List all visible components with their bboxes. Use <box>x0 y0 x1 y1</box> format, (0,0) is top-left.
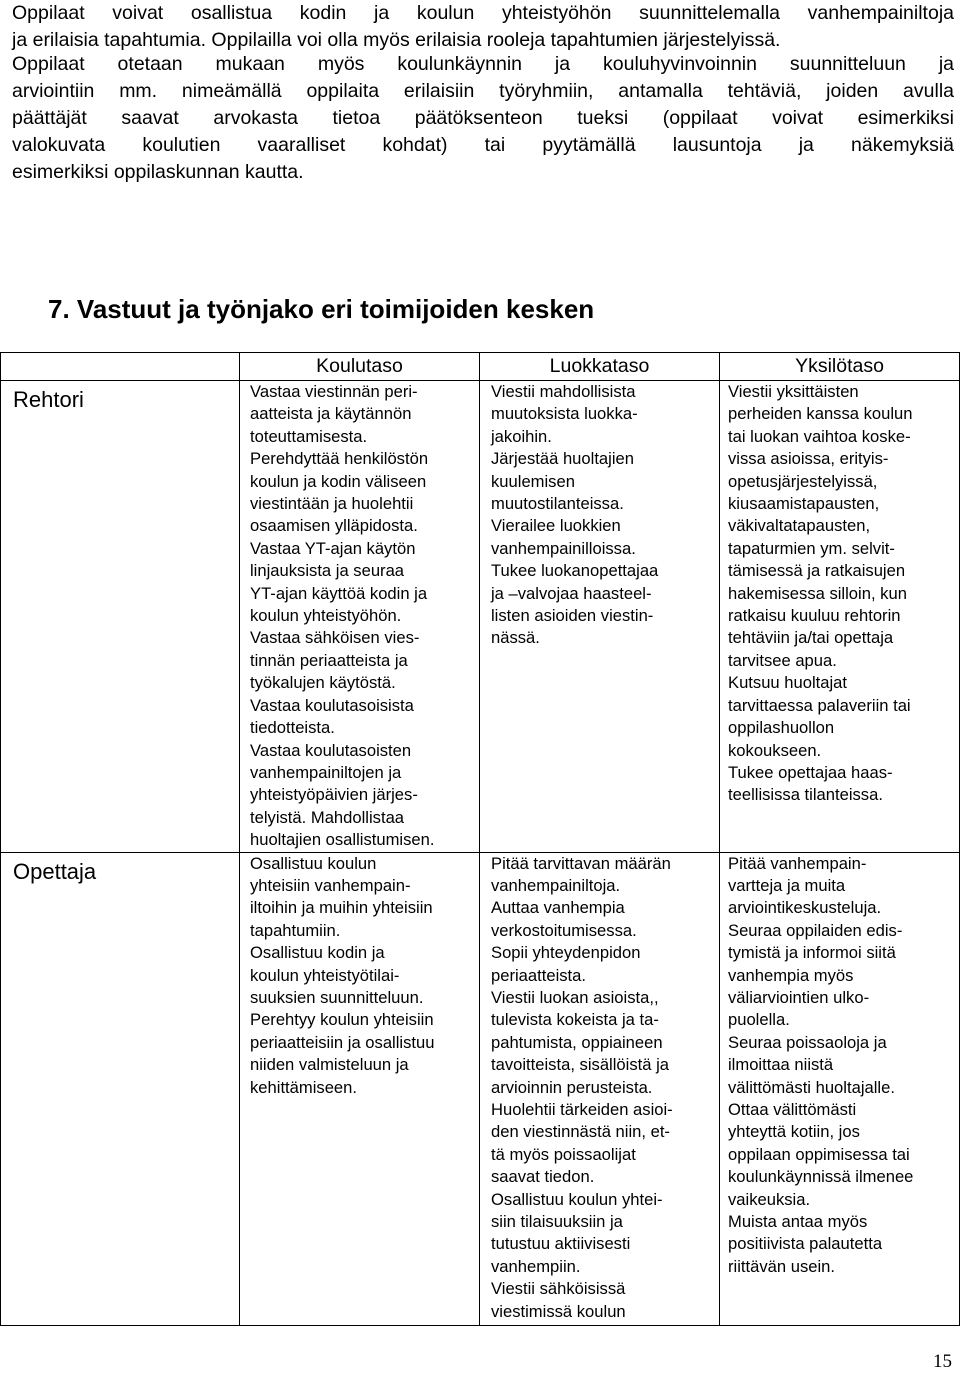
cell-opettaja-yksilotaso <box>720 852 960 1325</box>
cell-text-line: suuksien suunnitteluun. <box>250 987 424 1007</box>
cell-text-line: Järjestää huoltajien <box>491 449 634 469</box>
cell-text-line: tapaturmien ym. selvit- <box>728 538 895 558</box>
cell-text-line: arviointikeskusteluja. <box>728 898 882 918</box>
cell-text-line: ja –valvojaa haasteel- <box>491 583 652 603</box>
cell-text-line: yhteyttä kotiin, jos <box>728 1122 860 1142</box>
text-line: Oppilaat otetaan mukaan myös koulunkäynnin ja kouluhyvinvoinnin suunnitteluun ja <box>12 53 954 75</box>
cell-text-line: välittömästi huoltajalle. <box>728 1077 895 1097</box>
cell-text-line: Vastaa koulutasoisten <box>250 740 412 760</box>
cell-text-line: osaamisen ylläpidosta. <box>250 516 418 536</box>
cell-text-line: iltoihin ja muihin yhteisiin <box>250 898 433 918</box>
cell-text-line: kehittämiseen. <box>250 1077 357 1097</box>
cell-text-line: ratkaisu kuuluu rehtorin <box>728 606 901 626</box>
cell-text-line: ilmoittaa niistä <box>728 1055 834 1075</box>
table-row-rehtori <box>1 381 960 853</box>
cell-text-line: muutoksista luokka- <box>491 404 638 424</box>
cell-text-line: koulun ja kodin väliseen <box>250 471 427 491</box>
cell-text-line: tä myös poissaolijat <box>491 1144 636 1164</box>
header-koulutaso: Koulutaso <box>240 353 480 381</box>
cell-text-line: vanhempainiltojen ja <box>250 762 402 782</box>
cell-text-line: den viestinnästä niin, et- <box>491 1122 670 1142</box>
cell-text-line: jakoihin. <box>491 426 552 446</box>
cell-text-line: työkalujen käytöstä. <box>250 673 396 693</box>
responsibility-table <box>0 352 960 1326</box>
cell-text-line: Vastaa koulutasoisista <box>250 695 414 715</box>
cell-text-line: kokoukseen. <box>728 740 822 760</box>
text-line: valokuvata koulutien vaaralliset kohdat) tai pyytämällä lausuntoja ja näkemyksiä <box>12 134 954 156</box>
cell-text-line: Seuraa oppilaiden edis- <box>728 920 903 940</box>
table-header-row <box>1 353 960 381</box>
cell-text-line: YT-ajan käyttöä kodin ja <box>250 583 428 603</box>
header-yksilotaso: Yksilötaso <box>720 353 960 381</box>
cell-text-line: nässä. <box>491 628 540 648</box>
cell-text-line: pahtumista, oppiaineen <box>491 1032 663 1052</box>
cell-text-line: siin tilaisuuksiin ja <box>491 1212 623 1232</box>
header-luokkataso: Luokkataso <box>480 353 720 381</box>
cell-rehtori-koulutaso <box>240 381 480 853</box>
cell-text-line: Osallistuu koulun <box>250 853 377 873</box>
cell-text-line: Auttaa vanhempia <box>491 898 625 918</box>
cell-text-line: tymistä ja informoi siitä <box>728 943 896 963</box>
cell-text-line: opetusjärjestelyissä, <box>728 471 878 491</box>
cell-text-line: Viestii yksittäisten <box>728 382 859 401</box>
cell-text-line: niiden valmisteluun ja <box>250 1055 409 1075</box>
text-line: ja erilaisia tapahtumia. Oppilailla voi olla myös erilaisia rooleja tapahtumien järjestelyissä. <box>12 29 781 51</box>
cell-text-line: Vastaa sähköisen vies- <box>250 628 420 648</box>
cell-text-line: aatteista ja käytännön <box>250 404 412 424</box>
cell-text-line: muutostilanteissa. <box>491 494 624 514</box>
cell-text-line: periaatteista. <box>491 965 587 985</box>
cell-text-line: Pitää vanhempain- <box>728 853 867 873</box>
role-label-opettaja: Opettaja <box>1 852 240 1325</box>
cell-rehtori-luokkataso <box>480 381 720 853</box>
cell-text-line: tai luokan vaihtoa koske- <box>728 426 911 446</box>
cell-text-line: tarvitsee apua. <box>728 650 837 670</box>
cell-opettaja-luokkataso <box>480 852 720 1325</box>
cell-text-line: riittävän usein. <box>728 1256 835 1276</box>
cell-text-line: saavat tiedon. <box>491 1167 595 1187</box>
text-line: päättäjät saavat arvokasta tietoa päätöksenteon tueksi (oppilaat voivat esimerkiksi <box>12 107 954 129</box>
cell-text-line: tinnän periaatteista ja <box>250 650 408 670</box>
cell-text-line: Muista antaa myös <box>728 1212 868 1232</box>
cell-text-line: periaatteisiin ja osallistuu <box>250 1032 435 1052</box>
cell-text-line: yhteisiin vanhempain- <box>250 875 411 895</box>
cell-text-line: yhteistyöpäivien järjes- <box>250 785 418 805</box>
cell-text-line: tulevista kokeista ja ta- <box>491 1010 659 1030</box>
table-row-opettaja <box>1 852 960 1325</box>
cell-text-line: Ottaa välittömästi <box>728 1100 857 1119</box>
cell-text-line: vissa asioissa, erityis- <box>728 449 889 469</box>
cell-text-line: Tukee opettajaa haas- <box>728 762 893 782</box>
cell-text-line: vanhempiin. <box>491 1256 581 1276</box>
cell-text-line: Viestii luokan asioista,, <box>491 987 659 1007</box>
cell-text-line: huoltajien osallistumisen. <box>250 830 435 850</box>
cell-text-line: tehtäviin ja/tai opettaja <box>728 628 894 648</box>
cell-text-line: tämisessä ja ratkaisujen <box>728 561 906 581</box>
cell-text-line: toteuttamisesta. <box>250 426 368 446</box>
cell-text-line: kiusaamistapausten, <box>728 494 880 514</box>
cell-text-line: puolella. <box>728 1010 790 1030</box>
cell-text-line: Viestii sähköisissä <box>491 1279 626 1299</box>
cell-text-line: koulunkäynnissä ilmenee <box>728 1167 914 1187</box>
cell-text-line: hakemisessa silloin, kun <box>728 583 907 603</box>
cell-text-line: Vierailee luokkien <box>491 516 621 536</box>
cell-text-line: listen asioiden viestin- <box>491 606 654 626</box>
cell-text-line: Vastaa viestinnän peri- <box>250 382 418 401</box>
text-line: Oppilaat voivat osallistua kodin ja koulun yhteistyöhön suunnittelemalla vanhempainiltoja <box>12 2 954 24</box>
cell-text-line: Perehdyttää henkilöstön <box>250 449 429 469</box>
cell-text-line: tavoitteista, sisällöistä ja <box>491 1055 670 1075</box>
cell-text-line: väkivaltatapausten, <box>728 516 871 536</box>
cell-text-line: verkostoitumisessa. <box>491 920 637 940</box>
role-label-rehtori: Rehtori <box>1 381 240 853</box>
cell-text-line: vanhempia myös <box>728 965 854 985</box>
cell-text-line: tutustuu aktiivisesti <box>491 1234 631 1254</box>
cell-rehtori-yksilotaso <box>720 381 960 853</box>
intro-paragraph-1 <box>12 0 954 54</box>
cell-text-line: linjauksista ja seuraa <box>250 561 405 581</box>
cell-text-line: arvioinnin perusteista. <box>491 1077 653 1097</box>
cell-text-line: vartteja ja muita <box>728 875 846 895</box>
cell-text-line: telyistä. Mahdollistaa <box>250 807 405 827</box>
text-line: arviointiin mm. nimeämällä oppilaita erilaisiin työryhmiin, antamalla tehtäviä, joiden avulla <box>12 80 954 102</box>
text-line: esimerkiksi oppilaskunnan kautta. <box>12 161 304 183</box>
cell-text-line: Osallistuu koulun yhtei- <box>491 1189 663 1209</box>
cell-text-line: viestintään ja huolehtii <box>250 494 414 514</box>
cell-text-line: teellisissa tilanteissa. <box>728 785 883 805</box>
section-heading: 7. Vastuut ja työnjako eri toimijoiden kesken <box>48 294 595 324</box>
cell-text-line: väliarviointien ulko- <box>728 987 870 1007</box>
cell-text-line: Osallistuu kodin ja <box>250 943 385 963</box>
cell-text-line: Huolehtii tärkeiden asioi- <box>491 1100 673 1119</box>
cell-text-line: vanhempainilloissa. <box>491 538 636 558</box>
cell-text-line: Tukee luokanopettajaa <box>491 561 659 581</box>
cell-text-line: tarvittaessa palaveriin tai <box>728 695 911 715</box>
cell-text-line: Perehtyy koulun yhteisiin <box>250 1010 434 1030</box>
cell-text-line: perheiden kanssa koulun <box>728 404 913 424</box>
cell-text-line: oppilaan oppimisessa tai <box>728 1144 910 1164</box>
cell-text-line: oppilashuollon <box>728 718 835 738</box>
cell-text-line: vanhempainiltoja. <box>491 875 621 895</box>
cell-text-line: koulun yhteistyöhön. <box>250 606 402 626</box>
cell-text-line: Viestii mahdollisista <box>491 382 636 401</box>
page-number: 15 <box>933 1351 952 1372</box>
cell-opettaja-koulutaso <box>240 852 480 1325</box>
cell-text-line: positiivista palautetta <box>728 1234 883 1254</box>
intro-paragraph-2 <box>12 51 954 186</box>
cell-text-line: tapahtumiin. <box>250 920 341 940</box>
cell-text-line: Pitää tarvittavan määrän <box>491 853 671 873</box>
cell-text-line: tiedotteista. <box>250 718 335 738</box>
cell-text-line: vaikeuksia. <box>728 1189 811 1209</box>
cell-text-line: Vastaa YT-ajan käytön <box>250 538 416 558</box>
header-empty-cell <box>1 353 240 381</box>
cell-text-line: koulun yhteistyötilai- <box>250 965 400 985</box>
cell-text-line: Kutsuu huoltajat <box>728 673 848 693</box>
cell-text-line: Seuraa poissaoloja ja <box>728 1032 887 1052</box>
cell-text-line: Sopii yhteydenpidon <box>491 943 641 963</box>
cell-text-line: viestimissä koulun <box>491 1301 626 1321</box>
cell-text-line: kuulemisen <box>491 471 575 491</box>
